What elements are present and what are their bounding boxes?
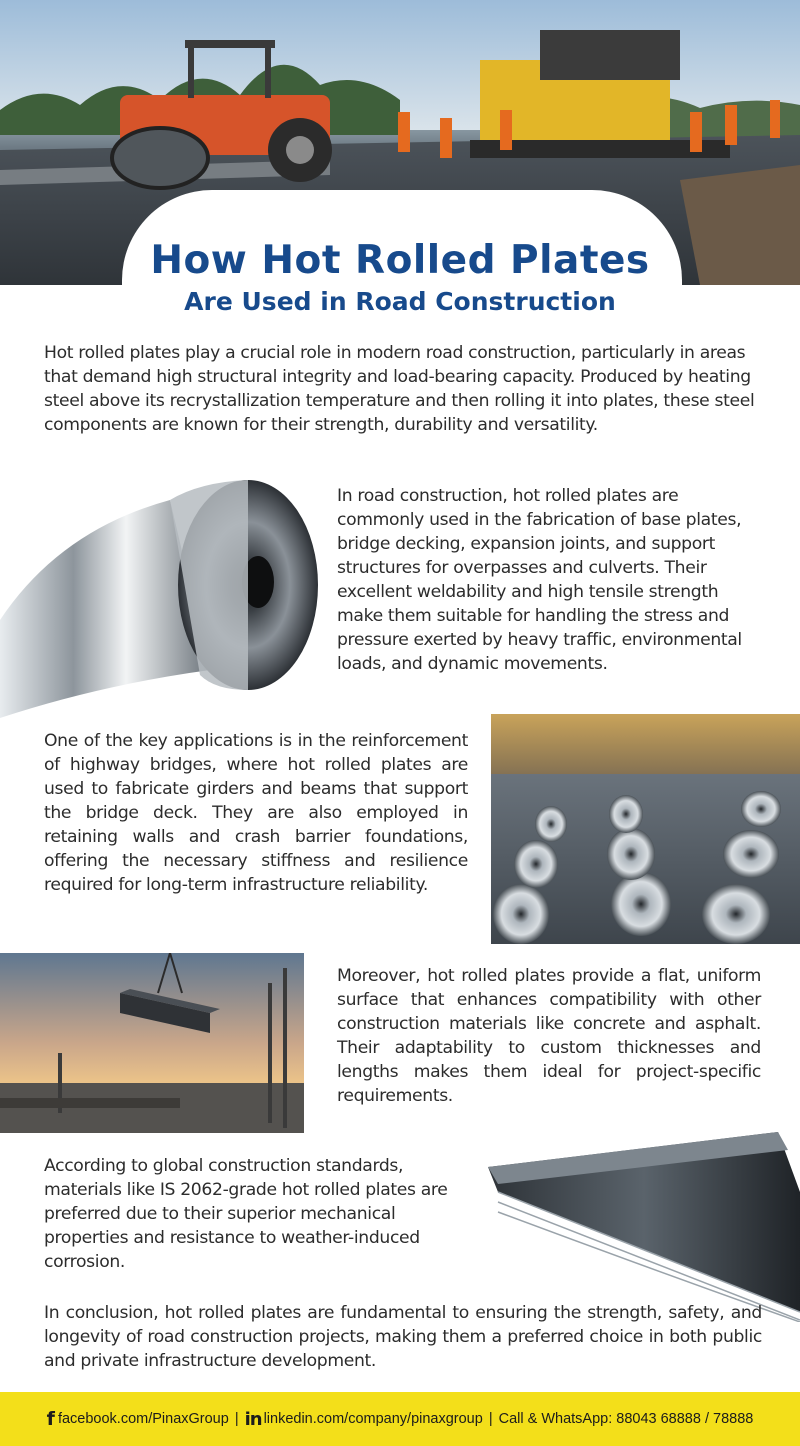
title-block: [0, 236, 800, 318]
standards-paragraph: According to global construction standards, materials like IS 2062-grade hot rolled plates are preferred due to their superior mechanical properties and resistance to weather-induced corrosion.: [44, 1156, 448, 1272]
page-title: How Hot Rolled Plates: [150, 238, 650, 283]
facebook-icon: f: [46, 1408, 55, 1430]
footer-contact-bar: [0, 1392, 800, 1446]
footer-separator: |: [234, 1411, 239, 1427]
contact-phone[interactable]: Call & WhatsApp: 88043 68888 / 78888: [498, 1411, 754, 1427]
conclusion-paragraph: In conclusion, hot rolled plates are fundamental to ensuring the strength, safety, and longevity of road construction projects, making them a preferred choice in both public and private infrastructure development.: [44, 1303, 762, 1371]
page-subtitle: Are Used in Road Construction: [184, 287, 616, 316]
steel-beam-lift-image: [0, 953, 304, 1133]
uses-paragraph: In road construction, hot rolled plates are commonly used in the fabrication of base plates, bridge decking, expansion joints, and support structures for overpasses and culverts. Their excellent weldability and high tensile strength make them suitable for handling the stress and pressure exerted by heavy traffic, environmental loads, and dynamic movements.: [337, 486, 742, 674]
surface-paragraph: Moreover, hot rolled plates provide a flat, uniform surface that enhances compatibility with other construction materials like concrete and asphalt. Their adaptability to custom thicknesses and lengths makes them ideal for project-specific requirements.: [337, 966, 761, 1106]
intro-paragraph: Hot rolled plates play a crucial role in modern road construction, particularly in areas that demand high structural integrity and load-bearing capacity. Produced by heating steel above its recrystallization temperature and then rolling it into plates, these steel components are known for their strength, durability and versatility.: [44, 343, 755, 435]
steel-coil-image: [0, 470, 322, 718]
linkedin-link[interactable]: linkedin.com/company/pinaxgroup: [263, 1411, 483, 1427]
linkedin-icon: in: [244, 1408, 262, 1430]
steel-plates-stack-image: [488, 1132, 800, 1322]
steel-coil-warehouse-image: [491, 714, 800, 944]
footer-separator: |: [488, 1411, 493, 1427]
bridges-paragraph: One of the key applications is in the reinforcement of highway bridges, where hot rolled plates are used to fabricate girders and beams that support the bridge deck. They are also employed in retaining walls and crash barrier foundations, offering the necessary stiffness and resilience required for long-term infrastructure reliability.: [44, 731, 468, 895]
facebook-link[interactable]: facebook.com/PinaxGroup: [57, 1411, 229, 1427]
